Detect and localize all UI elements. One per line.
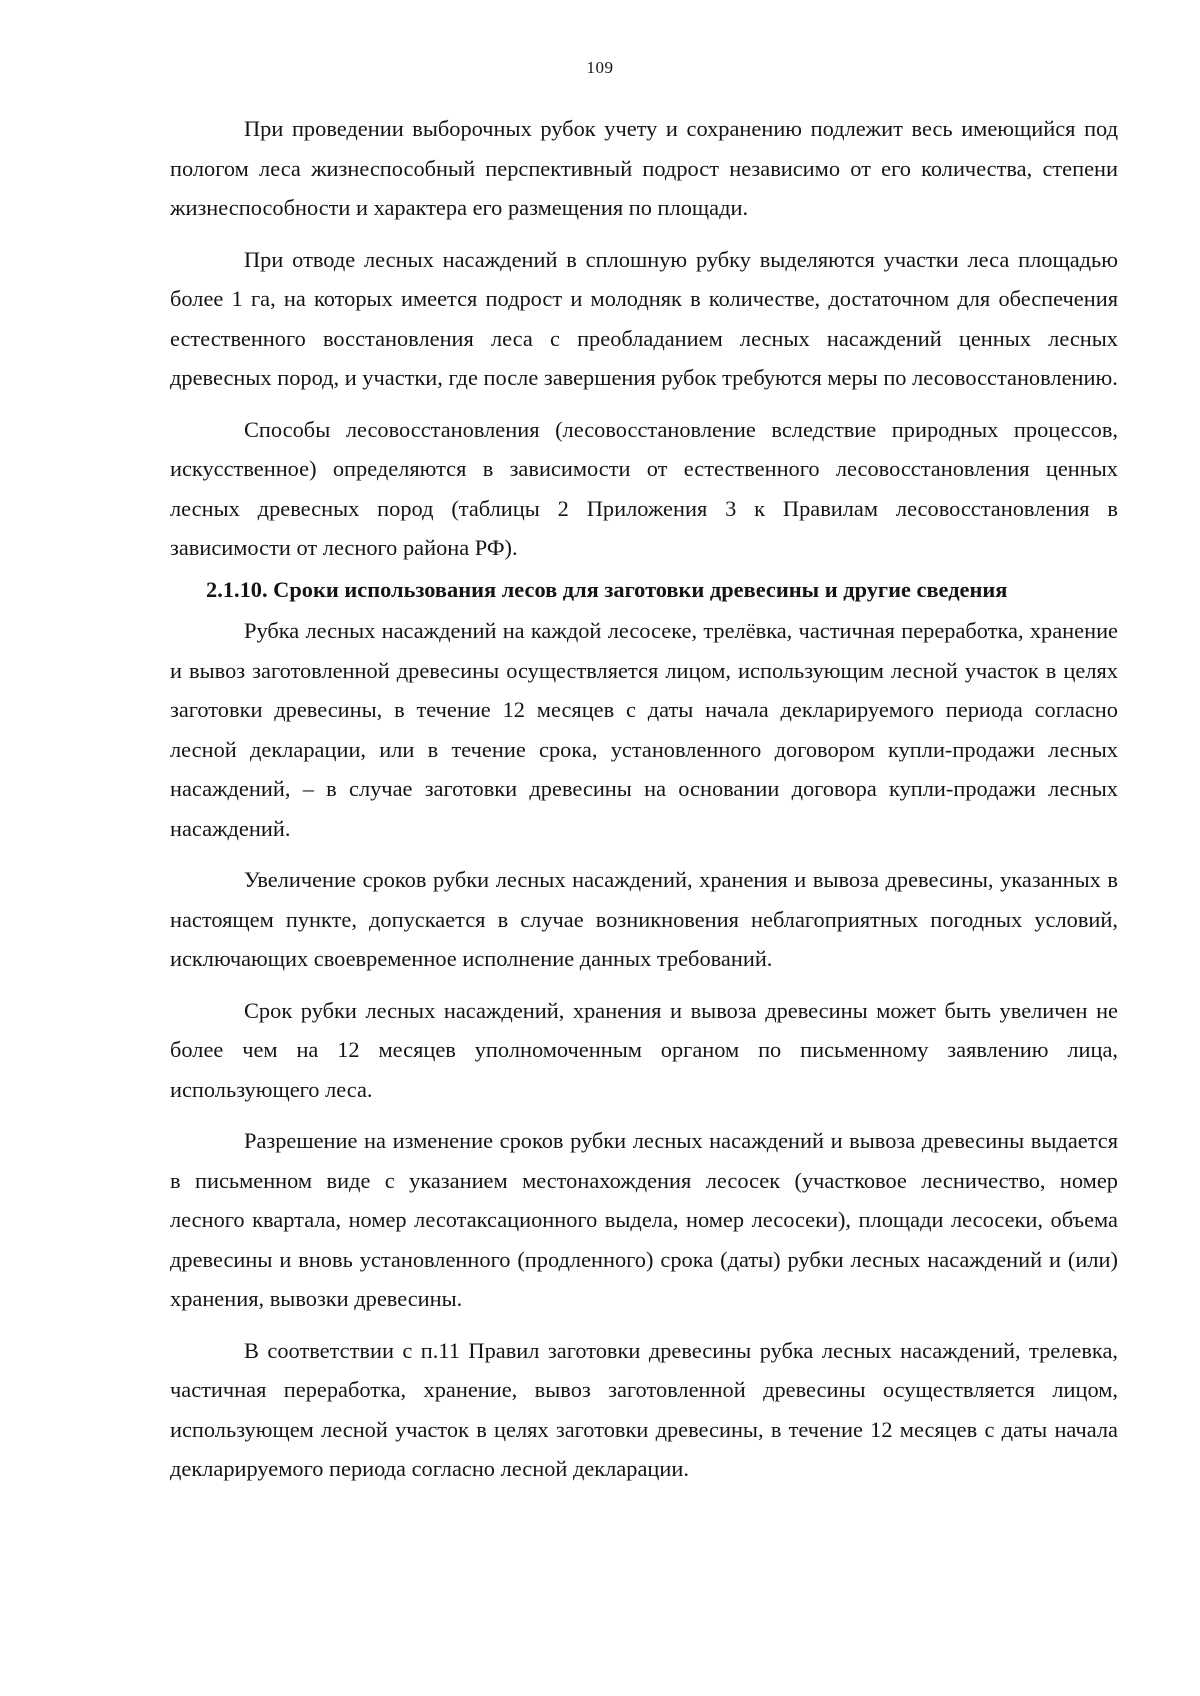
paragraph-change-permission: Разрешение на изменение сроков рубки лесных насаждений и вывоза древесины выдается в письменном виде с указанием местонахождения лесосек (участковое лесничество, номер лесного квартала, номер лесотаксационного выдела, номер лесосеки), площади лесосеки, объема древесины и вновь установленного (продленного) срока (даты) рубки лесных насаждений и (или) хранения, вывозки древесины. [170,1128,1118,1311]
document-body [170,109,1118,1501]
paragraph-clear-cut-allotment: При отводе лесных насаждений в сплошную рубку выделяются участки леса площадью более 1 га, на которых имеется подрост и молодняк в количестве, достаточном для обеспечения естественного восстановления леса с преобладанием лесных насаждений ценных лесных древесных пород, и участки, где после завершения рубок требуются меры по лесовосстановлению. [170,246,1118,390]
page-number: 109 [586,58,614,77]
section-heading: 2.1.10. Сроки использования лесов для заготовки древесины и другие сведения [206,576,1008,602]
paragraph-felling-terms: Рубка лесных насаждений на каждой лесосеке, трелёвка, частичная переработка, хранение и вывоз заготовленной древесины осуществляется лицом, использующим лесной участок в целях заготовки древесины, в течение 12 месяцев с даты начала декларируемого периода согласно лесной декларации, или в течение срока, установленного договором купли-продажи лесных насаждений, – в случае заготовки древесины на основании договора купли-продажи лесных насаждений. [170,618,1118,841]
paragraph-term-extension-limit: Срок рубки лесных насаждений, хранения и вывоза древесины может быть увеличен не более чем на 12 месяцев уполномоченным органом по письменному заявлению лица, использующего леса. [170,997,1118,1102]
paragraph-selective-felling: При проведении выборочных рубок учету и сохранению подлежит весь имеющийся под пологом леса жизнеспособный перспективный подрост независимо от его количества, степени жизнеспособности и характера его размещения по площади. [170,116,1118,220]
paragraph-reforestation-methods: Способы лесовосстановления (лесовосстановление вследствие природных процессов, искусственное) определяются в зависимости от естественного лесовосстановления ценных лесных древесных пород (таблицы 2 Приложения 3 к Правилам лесовосстановления в зависимости от лесного района РФ). [170,416,1118,560]
paragraph-term-extension-weather: Увеличение сроков рубки лесных насаждений, хранения и вывоза древесины, указанных в настоящем пункте, допускается в случае возникновения неблагоприятных погодных условий, исключающих своевременное исполнение данных требований. [170,867,1118,971]
paragraph-harvesting-rules: В соответствии с п.11 Правил заготовки древесины рубка лесных насаждений, трелевка, частичная переработка, хранение, вывоз заготовленной древесины осуществляется лицом, использующем лесной участок в целях заготовки древесины, в течение 12 месяцев с даты начала декларируемого периода согласно лесной декларации. [170,1337,1118,1481]
